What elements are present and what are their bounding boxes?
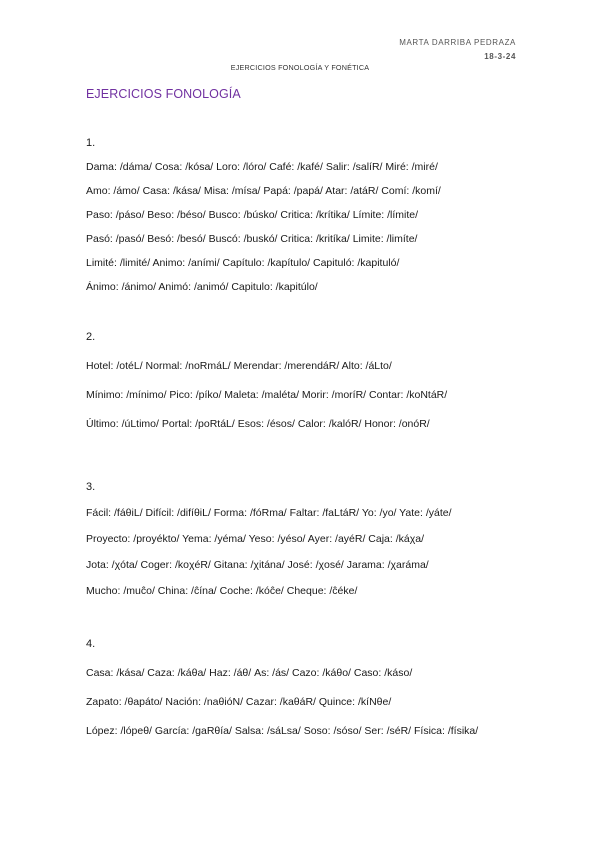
transcription-line: Proyecto: /proyékto/ Yema: /yéma/ Yeso: /yéso/ Ayer: /ayéR/ Caja: /káχa/: [86, 533, 424, 545]
exercise-3: [86, 481, 526, 611]
transcription-line: Fácil: /fáθiL/ Difícil: /difíθiL/ Forma: /fóRma/ Faltar: /faLtáR/ Yo: /yo/ Yate: /yáte/: [86, 507, 452, 519]
transcription-line: Ánimo: /ánimo/ Animó: /animó/ Capitulo: /kapitúlo/: [86, 281, 318, 293]
transcription-line: Mucho: /muĉo/ China: /ĉína/ Coche: /kóĉe/ Cheque: /ĉéke/: [86, 585, 358, 597]
exercise-number: 3.: [86, 481, 96, 493]
transcription-line: Hotel: /otéL/ Normal: /noRmáL/ Merendar: /merendáR/ Alto: /áLto/: [86, 360, 392, 372]
exercise-number: 1.: [86, 137, 96, 149]
exercise-lines: [86, 360, 526, 431]
transcription-line: Dama: /dáma/ Cosa: /kósa/ Loro: /lóro/ Café: /kafé/ Salir: /salíR/ Miré: /miré/: [86, 161, 438, 173]
transcription-line: Pasó: /pasó/ Besó: /besó/ Buscó: /buskó/ Critica: /kritíka/ Limite: /limíte/: [86, 233, 418, 245]
author-name: MARTA DARRIBA PEDRAZA: [399, 38, 516, 47]
transcription-line: Limité: /limité/ Animo: /aními/ Capítulo: /kapítulo/ Capituló: /kapituló/: [86, 257, 400, 269]
transcription-line: Amo: /ámo/ Casa: /kása/ Misa: /mísa/ Papá: /papá/ Atar: /atáR/ Comí: /komí/: [86, 185, 441, 197]
document-date: 18-3-24: [484, 52, 516, 61]
transcription-line: Último: /úLtimo/ Portal: /poRtáL/ Esos: /ésos/ Calor: /kalóR/ Honor: /onóR/: [86, 418, 430, 430]
transcription-line: Jota: /χóta/ Coger: /koχéR/ Gitana: /χitána/ José: /χosé/ Jarama: /χaráma/: [86, 559, 429, 571]
exercise-lines: [86, 507, 526, 598]
exercise-2: [86, 331, 526, 447]
document-header-right: [399, 36, 516, 64]
document-header-title: EJERCICIOS FONOLOGÍA Y FONÉTICA: [230, 63, 370, 72]
transcription-line: Casa: /kása/ Caza: /káθa/ Haz: /áθ/ As: /ás/ Cazo: /káθo/ Caso: /káso/: [86, 667, 413, 679]
exercise-number: 2.: [86, 331, 96, 343]
transcription-line: Paso: /páso/ Beso: /béso/ Busco: /búsko/ Critica: /krítika/ Límite: /límite/: [86, 209, 419, 221]
exercise-number: 4.: [86, 638, 96, 650]
transcription-line: Zapato: /θapáto/ Nación: /naθióN/ Cazar: /kaθáR/ Quince: /kíNθe/: [86, 696, 392, 708]
exercise-1: [86, 137, 526, 305]
transcription-line: López: /lópeθ/ García: /gaRθía/ Salsa: /sáLsa/ Soso: /sóso/ Ser: /séR/ Física: /físika/: [86, 725, 479, 737]
exercise-lines: [86, 667, 526, 738]
transcription-line: Mínimo: /mínimo/ Pico: /píko/ Maleta: /maléta/ Morir: /moríR/ Contar: /koNtáR/: [86, 389, 448, 401]
exercise-4: [86, 638, 526, 754]
section-title: EJERCICIOS FONOLOGÍA: [86, 87, 241, 101]
exercise-lines: [86, 161, 526, 294]
